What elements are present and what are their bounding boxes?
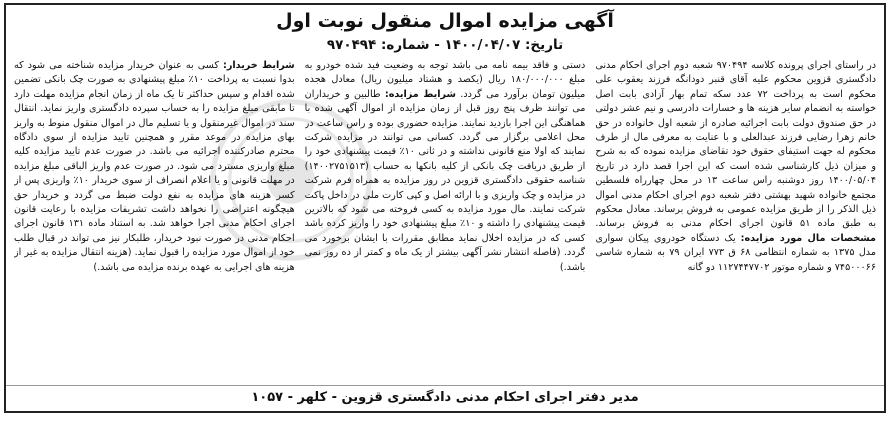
column-right bbox=[595, 59, 876, 379]
auction-conditions-text: طالبین و خریداران می توانند ظرف پنج روز قبل از زمان مزایده از اموال آگهی شده با هماهنگی این اجرا بازدید نمایند. مزایده حضوری بوده و راس ساعت در محل اعلامی برگزار می گردد. کسانی می توانند در مزایده شرکت نمایند که اولا منع قانونی نداشته و در ثانی ۱۰٪ قیمت پیشنهادی خود را از طریق دریافت چک بانکی از کلیه بانکها به حساب (۱۴۰۰۲۷۵۱۵۱۳) شناسه حقوقی دادگستری قزوین در روز مزایده به همراه فرم شرکت در مزایده و چک واریزی و با ارائه اصل و کپی کارت ملی در داخل پاکت شرکت نمایند. مال مورد مزایده به کسی فروخته می شود که بالاترین قیمت پیشنهادی را داشته و ۱۰٪ مبلغ پیشنهادی خود را واریز کرده باشد کسی که در مزایده اخلال نماید مطابق مقررات با ایشان برخورد می گردد. (فاصله انتشار نشر آگهی بیشتر از یک ماه و کمتر از ده روز نمی باشد.) bbox=[304, 88, 586, 273]
property-spec-label: مشخصات مال مورد مزایده: bbox=[740, 232, 876, 244]
valuation-text: دستی و فاقد بیمه نامه می باشد توجه به وضعیت فید شده خودرو به مبلغ ۱۸۰/۰۰۰/۰۰۰ ریال (یکصد و هشتاد میلیون ریال) معادل هجده میلیون تومان برآورد می گردد. bbox=[304, 60, 586, 100]
property-spec-text: یک دستگاه خودروی پیکان سواری مدل ۱۳۷۵ به شماره انتظامی ۶۸ ق ۷۷۳ ایران ۷۹ به شماره شاسی ۷۴۵۰۰۰۶۶ و شماره موتور ۱۱۲۷۴۴۷۷۰۲ دو گانه bbox=[595, 232, 876, 273]
notice-header bbox=[6, 9, 884, 55]
notice-date-number: تاریخ: ۱۴۰۰/۰۴/۰۷ - شماره: ۹۷۰۴۹۴ bbox=[326, 37, 564, 53]
auction-conditions-label: شرایط مزایده: bbox=[384, 88, 456, 100]
buyer-conditions-label: شرایط خریدار: bbox=[223, 60, 295, 71]
buyer-conditions-text: کسی به عنوان خریدار مزایده شناخته می شود که بدوا نسبت به پرداخت ۱۰٪ مبلغ پیشنهادی به صورت چک بانکی تضمین شده اقدام و سپس حداکثر تا یک ماه از زمان انجام مزایده مهلت دارد تا مابقی مبلغ مزایده را به حساب سپرده دادگستری واریز نماید. انتقال سند در اموال غیرمنقول و یا تسلیم مال در اموال منقول منوط به واریز بهای مزایده در موعد مقرر و همچنین تایید مزایده از سوی دادگاه محترم صادرکننده اجرائیه می باشد. در صورت عدم تایید مزایده کلیه مبلغ واریزی مسترد می شود. در صورت عدم واریز الباقی مبلغ مزایده در مهلت قانونی و یا اعلام انصراف از سوی خریدار ۱۰٪ واریزی پس از کسر هزینه های مزایده به نفع دولت ضبط می گردد و خریدار حق هیچگونه اعتراضی را نخواهد داشت تشریفات مزایده با رعایت قانون اجرای احکام مدنی اجرا خواهد شد. به استناد ماده ۱۳۱ قانون اجرای احکام مدنی در صورت نبود خریدار، طلبکار نیز می تواند در قبال طلب خود از اموال مورد مزایده را قبول نماید. (هزینه انتقال مزایده به غیر از هزینه های اجرایی به عهده برنده مزایده می باشد.) bbox=[13, 60, 295, 273]
notice-columns bbox=[14, 59, 876, 379]
column-left bbox=[14, 59, 295, 379]
column-middle bbox=[305, 59, 586, 379]
auction-notice bbox=[4, 3, 886, 413]
notice-title: آگهی مزایده اموال منقول نوبت اول bbox=[276, 10, 614, 32]
case-description: در راستای اجرای پرونده کلاسه ۹۷۰۴۹۴ شعبه دوم اجرای احکام مدنی دادگستری قزوین محکوم علیه آقای قنبر دودانگه فرزند یعقوب علی محکوم است به پرداخت ۷۲ عدد سکه تمام بهار آزادی بابت اصل خواسته به انضمام سایر هزینه ها و خسارات دادرسی و نیم عشر دولتی در حق صندوق دولت بابت اجرائیه صادره از شعبه اول خانواده در حق خانم زهرا رضایی فرزند عبدالعلی و با عنایت به معرفی مال از طرف محکوم له جهت استیفای حقوق خود تقاضای مزایده نموده که به شرح و میزان ذیل کارشناسی شده است که این اجرا قصد دارد در تاریخ ۱۴۰۰/۰۵/۰۴ روز دوشنبه راس ساعت ۱۳ در محل چهارراه فلسطین مجتمع خانواده شهید بهشتی دفتر شعبه دوم اجرای احکام مدنی اموال ذیل الذکر را از طریق مزایده عمومی به فروش برساند. معادل محکوم به طبق ماده ۵۱ قانون اجرای احکام مدنی به فروش برساند. bbox=[595, 60, 876, 230]
notice-footer: مدیر دفتر اجرای احکام مدنی دادگستری قزوین - کلهر - ۱۰۵۷ bbox=[6, 385, 884, 408]
